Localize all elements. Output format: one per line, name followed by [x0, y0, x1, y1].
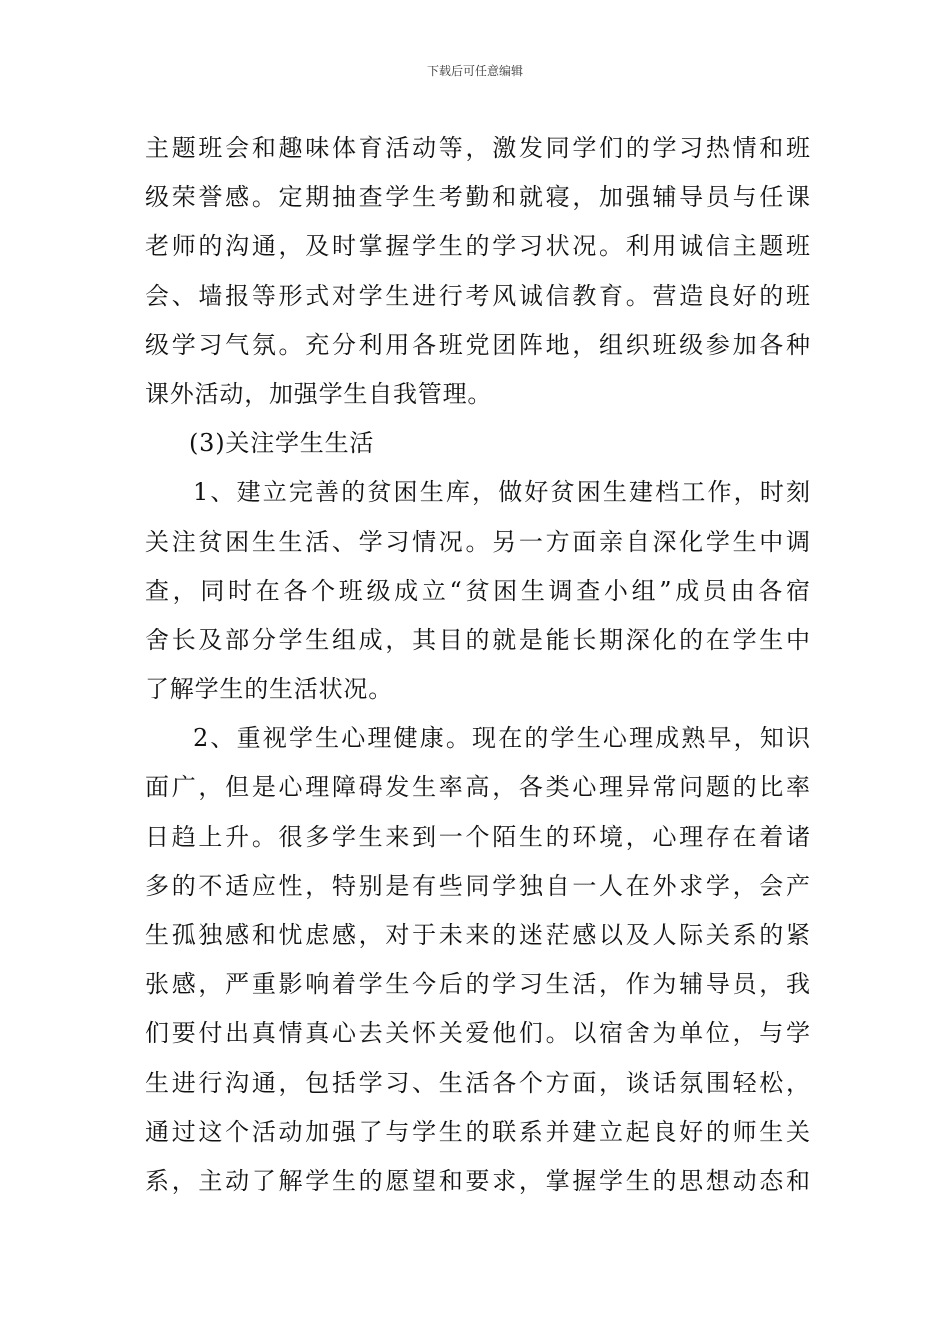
text-line: 查，同时在各个班级成立“贫困生调查小组”成员由各宿 [145, 576, 810, 605]
text-line: 面广，但是心理障碍发生率高，各类心理异常问题的比率 [145, 773, 810, 802]
text-line: 了解学生的生活状况。 [145, 675, 393, 704]
section-heading: (3)关注学生生活 [189, 429, 375, 458]
text-line: 关注贫困生生活、学习情况。另一方面亲自深化学生中调 [145, 527, 810, 556]
text-line: 2、重视学生心理健康。现在的学生心理成熟早，知识 [193, 724, 810, 753]
text-line: 级荣誉感。定期抽查学生考勤和就寝，加强辅导员与任课 [145, 183, 810, 212]
text-line: 通过这个活动加强了与学生的联系并建立起良好的师生关 [145, 1117, 810, 1146]
text-line: 会、墙报等形式对学生进行考风诚信教育。营造良好的班 [145, 281, 810, 310]
text-line: 系，主动了解学生的愿望和要求，掌握学生的思想动态和 [145, 1166, 810, 1195]
text-line: 们要付出真情真心去关怀关爱他们。以宿舍为单位，与学 [145, 1019, 810, 1048]
text-line: 1、建立完善的贫困生库，做好贫困生建档工作，时刻 [193, 478, 810, 507]
text-line: 舍长及部分学生组成，其目的就是能长期深化的在学生中 [145, 625, 810, 654]
text-line: 生进行沟通，包括学习、生活各个方面，谈话氛围轻松， [145, 1068, 810, 1097]
text-line: 多的不适应性，特别是有些同学独自一人在外求学，会产 [145, 871, 810, 900]
text-line: 课外活动，加强学生自我管理。 [145, 379, 493, 408]
text-line: 主题班会和趣味体育活动等，激发同学们的学习热情和班 [145, 134, 810, 162]
document-body [145, 124, 810, 1206]
text-line: 老师的沟通，及时掌握学生的学习状况。利用诚信主题班 [145, 232, 810, 261]
text-line: 级学习气氛。充分利用各班党团阵地，组织班级参加各种 [145, 330, 810, 359]
text-line: 日趋上升。很多学生来到一个陌生的环境，心理存在着诸 [145, 822, 810, 851]
text-line: 张感，严重影响着学生今后的学习生活，作为辅导员，我 [145, 970, 810, 999]
text-line: 生孤独感和忧虑感，对于未来的迷茫感以及人际关系的紧 [145, 921, 810, 949]
page-header: 下载后可任意编辑 [426, 64, 523, 78]
